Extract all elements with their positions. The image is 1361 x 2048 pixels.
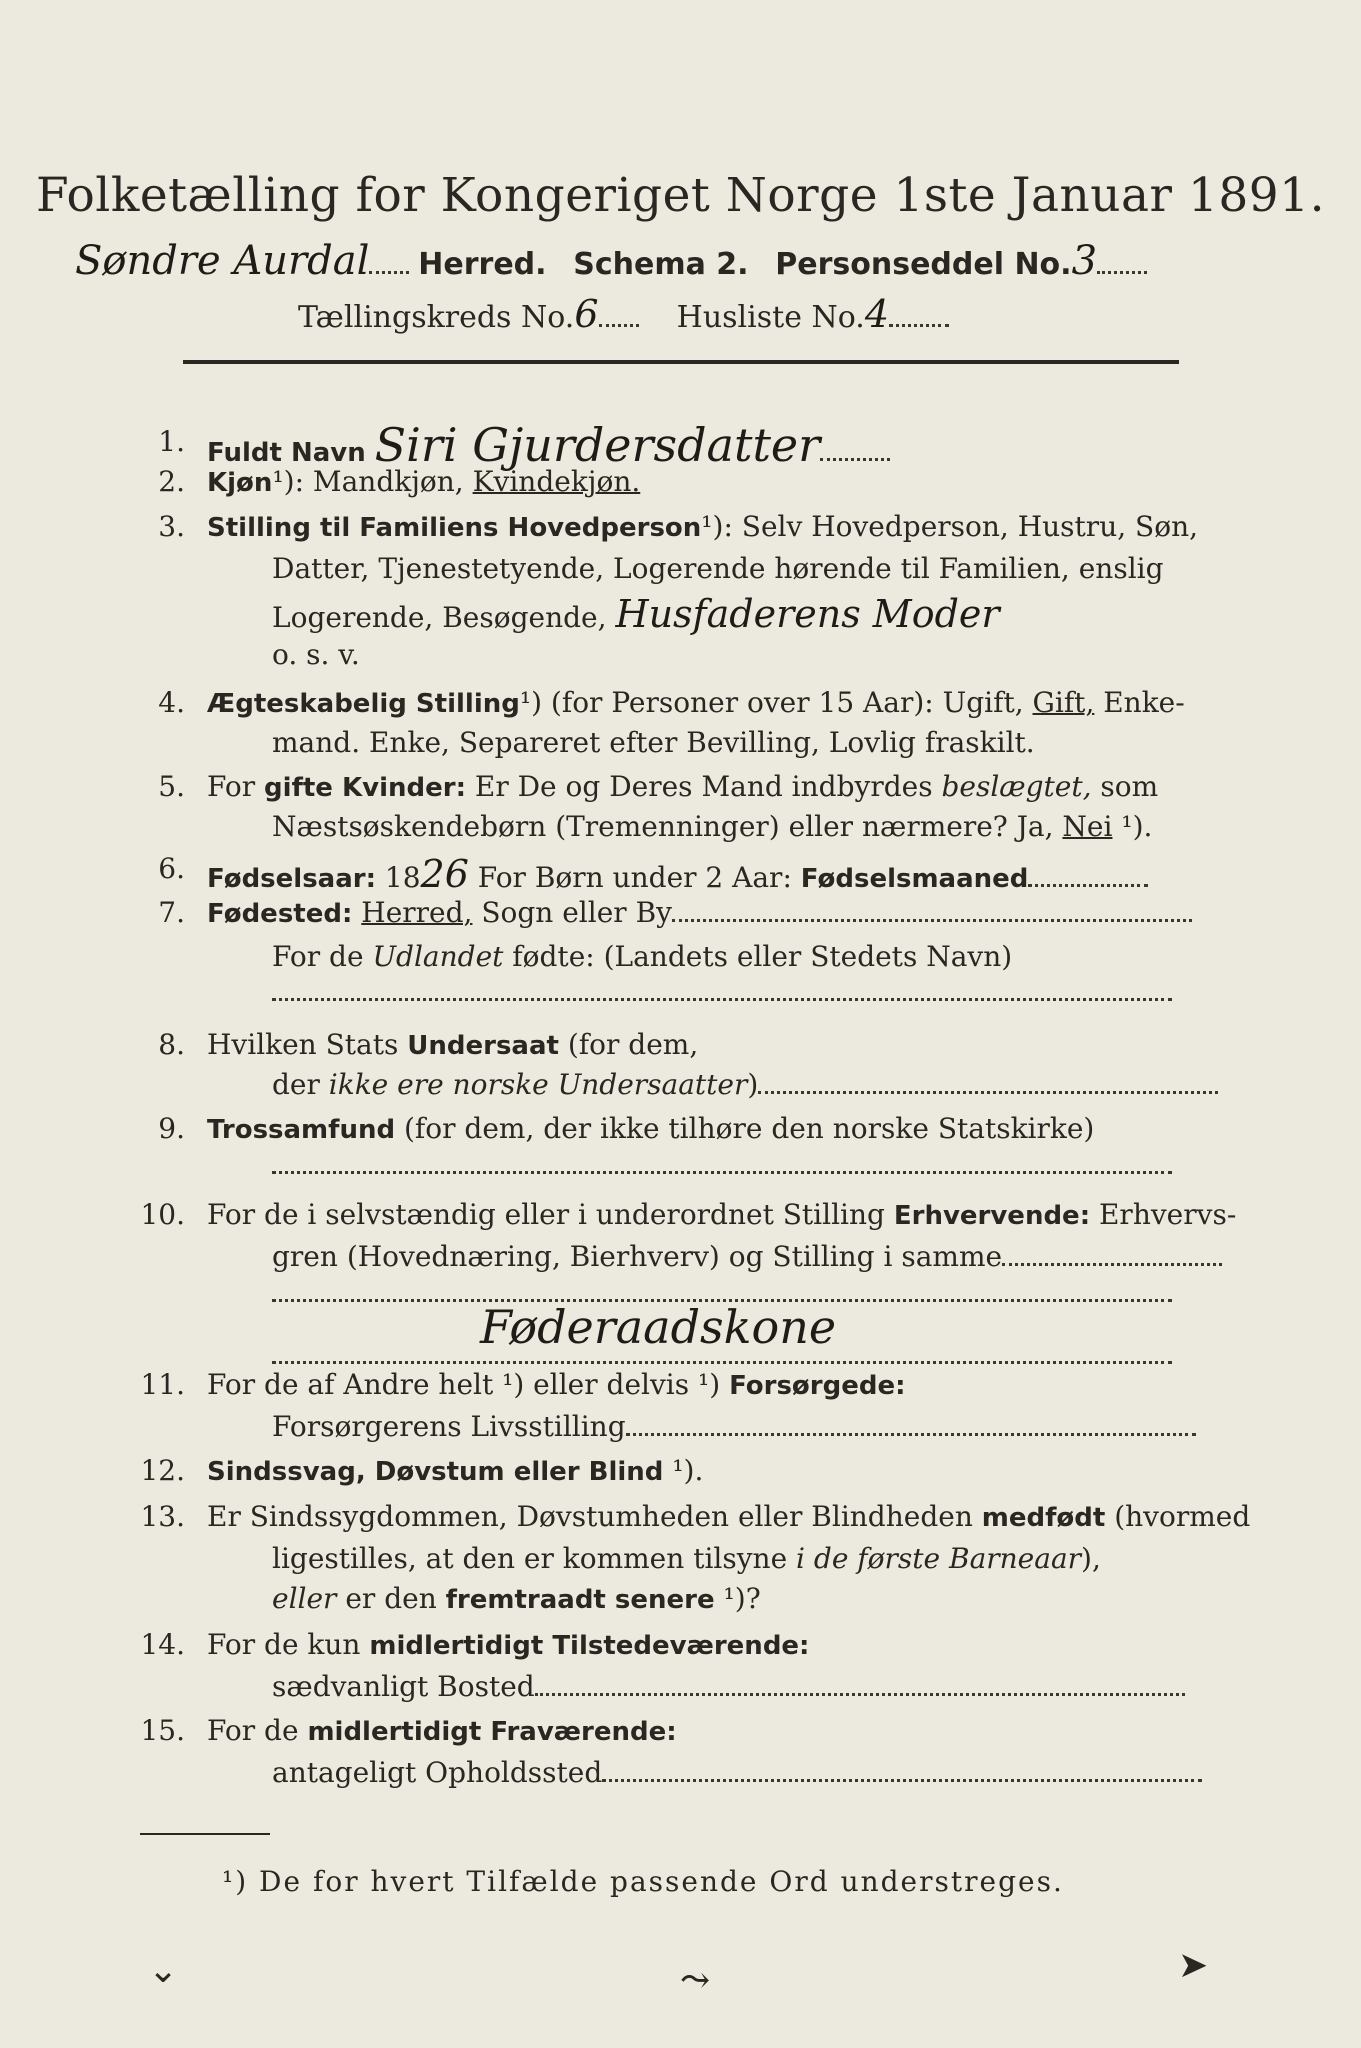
q10-fill-line2 [272,1338,1172,1371]
header-rule [183,360,1179,364]
q5-line2-text: Næstsøskendebørn (Tremenninger) eller nærmere? Ja, [272,810,1063,843]
q6-year-prefix: 18 [376,861,421,894]
q10-line2-text: gren (Hovednæring, Bierhverv) og Stilling i samme [272,1240,1003,1273]
q2-text: ¹): Mandkjøn, [272,465,473,498]
q14-line1 [207,1628,809,1661]
q3-line3-text: Logerende, Besøgende, [272,601,607,634]
q8-text: (for dem, [558,1028,699,1061]
schema-label: Schema 2. [573,247,749,282]
q11-line2-text: Forsørgerens Livsstilling [272,1410,626,1443]
form-title: Folketælling for Kongeriget Norge 1ste Januar 1891. [35,168,1326,223]
q4-text-end: Enke- [1094,686,1185,719]
q7-line2-end: fødte: (Landets eller Stedets Navn) [503,940,1013,973]
q6-label: Fødselsaar: [207,864,376,894]
q6-number: 6. [158,852,185,885]
q8-pre: Hvilken Stats [207,1028,408,1061]
q13-line2 [272,1542,1101,1575]
q14-label: midlertidigt Tilstedeværende: [369,1631,810,1661]
q3-label: Stilling til Familiens Hovedperson [207,513,702,543]
q7-line2-text: For de [272,940,373,973]
q13-pre: Er Sindssygdommen, Døvstumheden eller Blindheden [207,1500,982,1533]
q1-handwritten-name: Siri Gjurdersdatter [374,418,821,472]
q3-number: 3. [158,510,185,543]
q10-label: Erhvervende: [893,1201,1091,1231]
q5-line2-end: ¹). [1112,810,1153,843]
q5-italic: beslægtet, [941,770,1092,803]
footnote: ¹) De for hvert Tilfælde passende Ord understreges. [222,1865,1064,1898]
q13-italic: i de første Barneaar [796,1542,1082,1575]
q14-line2-text: sædvanligt Bosted [272,1670,535,1703]
q6-handwritten-year: 26 [420,852,469,896]
footnote-rule [140,1833,270,1835]
q15-line1 [207,1714,677,1747]
corner-mark-left: ⌄ [148,1950,179,1991]
q8-line1 [207,1028,698,1061]
q14-number: 14. [140,1628,185,1661]
kreds-line [298,292,949,336]
q4-text: ¹) (for Personer over 15 Aar): Ugift, [519,686,1033,719]
q8-label: Undersaat [407,1031,559,1061]
q1-line [207,418,890,472]
q3-line1 [207,510,1198,543]
q4-line2: mand. Enke, Separeret efter Bevilling, Lovlig fraskilt. [272,726,1035,759]
q2-line [207,465,640,498]
personseddel-handwritten: 3 [1071,238,1098,284]
q8-number: 8. [158,1028,185,1061]
q13-line3-label: fremtraadt senere [445,1585,715,1615]
q15-pre: For de [207,1714,308,1747]
q12-number: 12. [140,1454,185,1487]
q5-pre: For [207,770,265,803]
q8-line2-end: ) [747,1068,759,1101]
q13-line2-text: ligestilles, at den er kommen tilsyne [272,1542,797,1575]
q5-text: Er De og Deres Mand indbyrdes [465,770,942,803]
q5-label: gifte Kvinder: [264,773,466,803]
q14-line2 [272,1670,1185,1703]
q10-pre: For de i selvstændig eller i underordnet Stilling [207,1198,894,1231]
q14-pre: For de kun [207,1628,370,1661]
q15-label: midlertidigt Fraværende: [307,1717,677,1747]
q12-line [207,1454,703,1487]
q12-text: ¹). [663,1454,704,1487]
q5-text-end: som [1091,770,1159,803]
corner-mark-right: ➤ [1178,1945,1209,1986]
q6-label2: Fødselsmaaned [800,864,1029,894]
q13-line2-end: ), [1081,1542,1101,1575]
herred-line [75,238,1147,284]
q9-line1 [207,1112,1094,1145]
q10-line2 [272,1240,1222,1273]
q8-italic: ikke ere norske Undersaatter [328,1068,748,1101]
q6-line [207,852,1148,896]
q11-line2 [272,1410,1196,1443]
kreds-label: Tællingskreds No. [298,300,575,335]
q9-fill-line [272,1148,1172,1181]
q1-label: Fuldt Navn [207,438,366,468]
q13-line1 [207,1500,1250,1533]
q7-fill-line [272,975,1172,1008]
husliste-label: Husliste No. [676,300,865,335]
q4-line1 [207,686,1185,719]
q13-label: medfødt [981,1503,1106,1533]
q13-line3 [272,1582,761,1615]
herred-handwritten: Søndre Aurdal [75,238,370,284]
q11-line1 [207,1368,906,1401]
q13-line3-end: ¹)? [714,1582,761,1615]
q9-number: 9. [158,1112,185,1145]
q7-line1 [207,896,1192,929]
q15-number: 15. [140,1714,185,1747]
q11-label: Forsørgede: [729,1371,906,1401]
q4-number: 4. [158,686,185,719]
q2-number: 2. [158,465,185,498]
q13-number: 13. [140,1500,185,1533]
q11-number: 11. [140,1368,185,1401]
q2-underlined-answer: Kvindekjøn. [472,465,641,498]
q7-italic: Udlandet [372,940,504,973]
q6-text: For Børn under 2 Aar: [468,861,801,894]
q1-number: 1. [158,425,185,458]
q5-underlined-answer: Nei [1062,810,1113,843]
q4-underlined-answer: Gift, [1032,686,1095,719]
q7-label: Fødested: [207,899,353,929]
q13-line3-italic: eller [272,1582,337,1615]
q5-line1 [207,770,1158,803]
q4-label: Ægteskabelig Stilling [207,689,520,719]
q10-number: 10. [140,1198,185,1231]
q7-number: 7. [158,896,185,929]
q13-line3-text: er den [336,1582,446,1615]
q15-line2 [272,1756,1202,1789]
q10-handwritten-answer: Føderaadskone [480,1300,837,1354]
q7-underlined-answer: Herred, [361,896,473,929]
husliste-handwritten: 4 [864,292,889,336]
q7-line2 [272,940,1012,973]
q5-line2 [272,810,1152,843]
q11-pre: For de af Andre helt ¹) eller delvis ¹) [207,1368,730,1401]
q13-text: (hvormed [1105,1500,1251,1533]
q10-line1 [207,1198,1236,1231]
q3-handwritten-answer: Husfaderens Moder [615,592,1000,636]
q12-label: Sindssvag, Døvstum eller Blind [207,1457,664,1487]
q3-line2: Datter, Tjenestetyende, Logerende hørende til Familien, enslig [272,552,1164,585]
personseddel-label: Personseddel No. [775,247,1072,282]
kreds-handwritten: 6 [574,292,599,336]
herred-label: Herred. [418,247,547,282]
q2-label: Kjøn [207,468,273,498]
q3-line3 [272,592,1000,636]
q8-line2 [272,1068,1218,1101]
q15-line2-text: antageligt Opholdssted [272,1756,603,1789]
q8-line2-text: der [272,1068,329,1101]
corner-mark-center: ⤳ [680,1960,711,2001]
q10-text: Erhvervs- [1090,1198,1237,1231]
q9-label: Trossamfund [207,1115,396,1145]
q7-text: Sogn eller By [472,896,672,929]
q3-text: ¹): Selv Hovedperson, Hustru, Søn, [701,510,1198,543]
q5-number: 5. [158,770,185,803]
q9-text: (for dem, der ikke tilhøre den norske Statskirke) [395,1112,1095,1145]
q3-line4: o. s. v. [272,638,360,671]
